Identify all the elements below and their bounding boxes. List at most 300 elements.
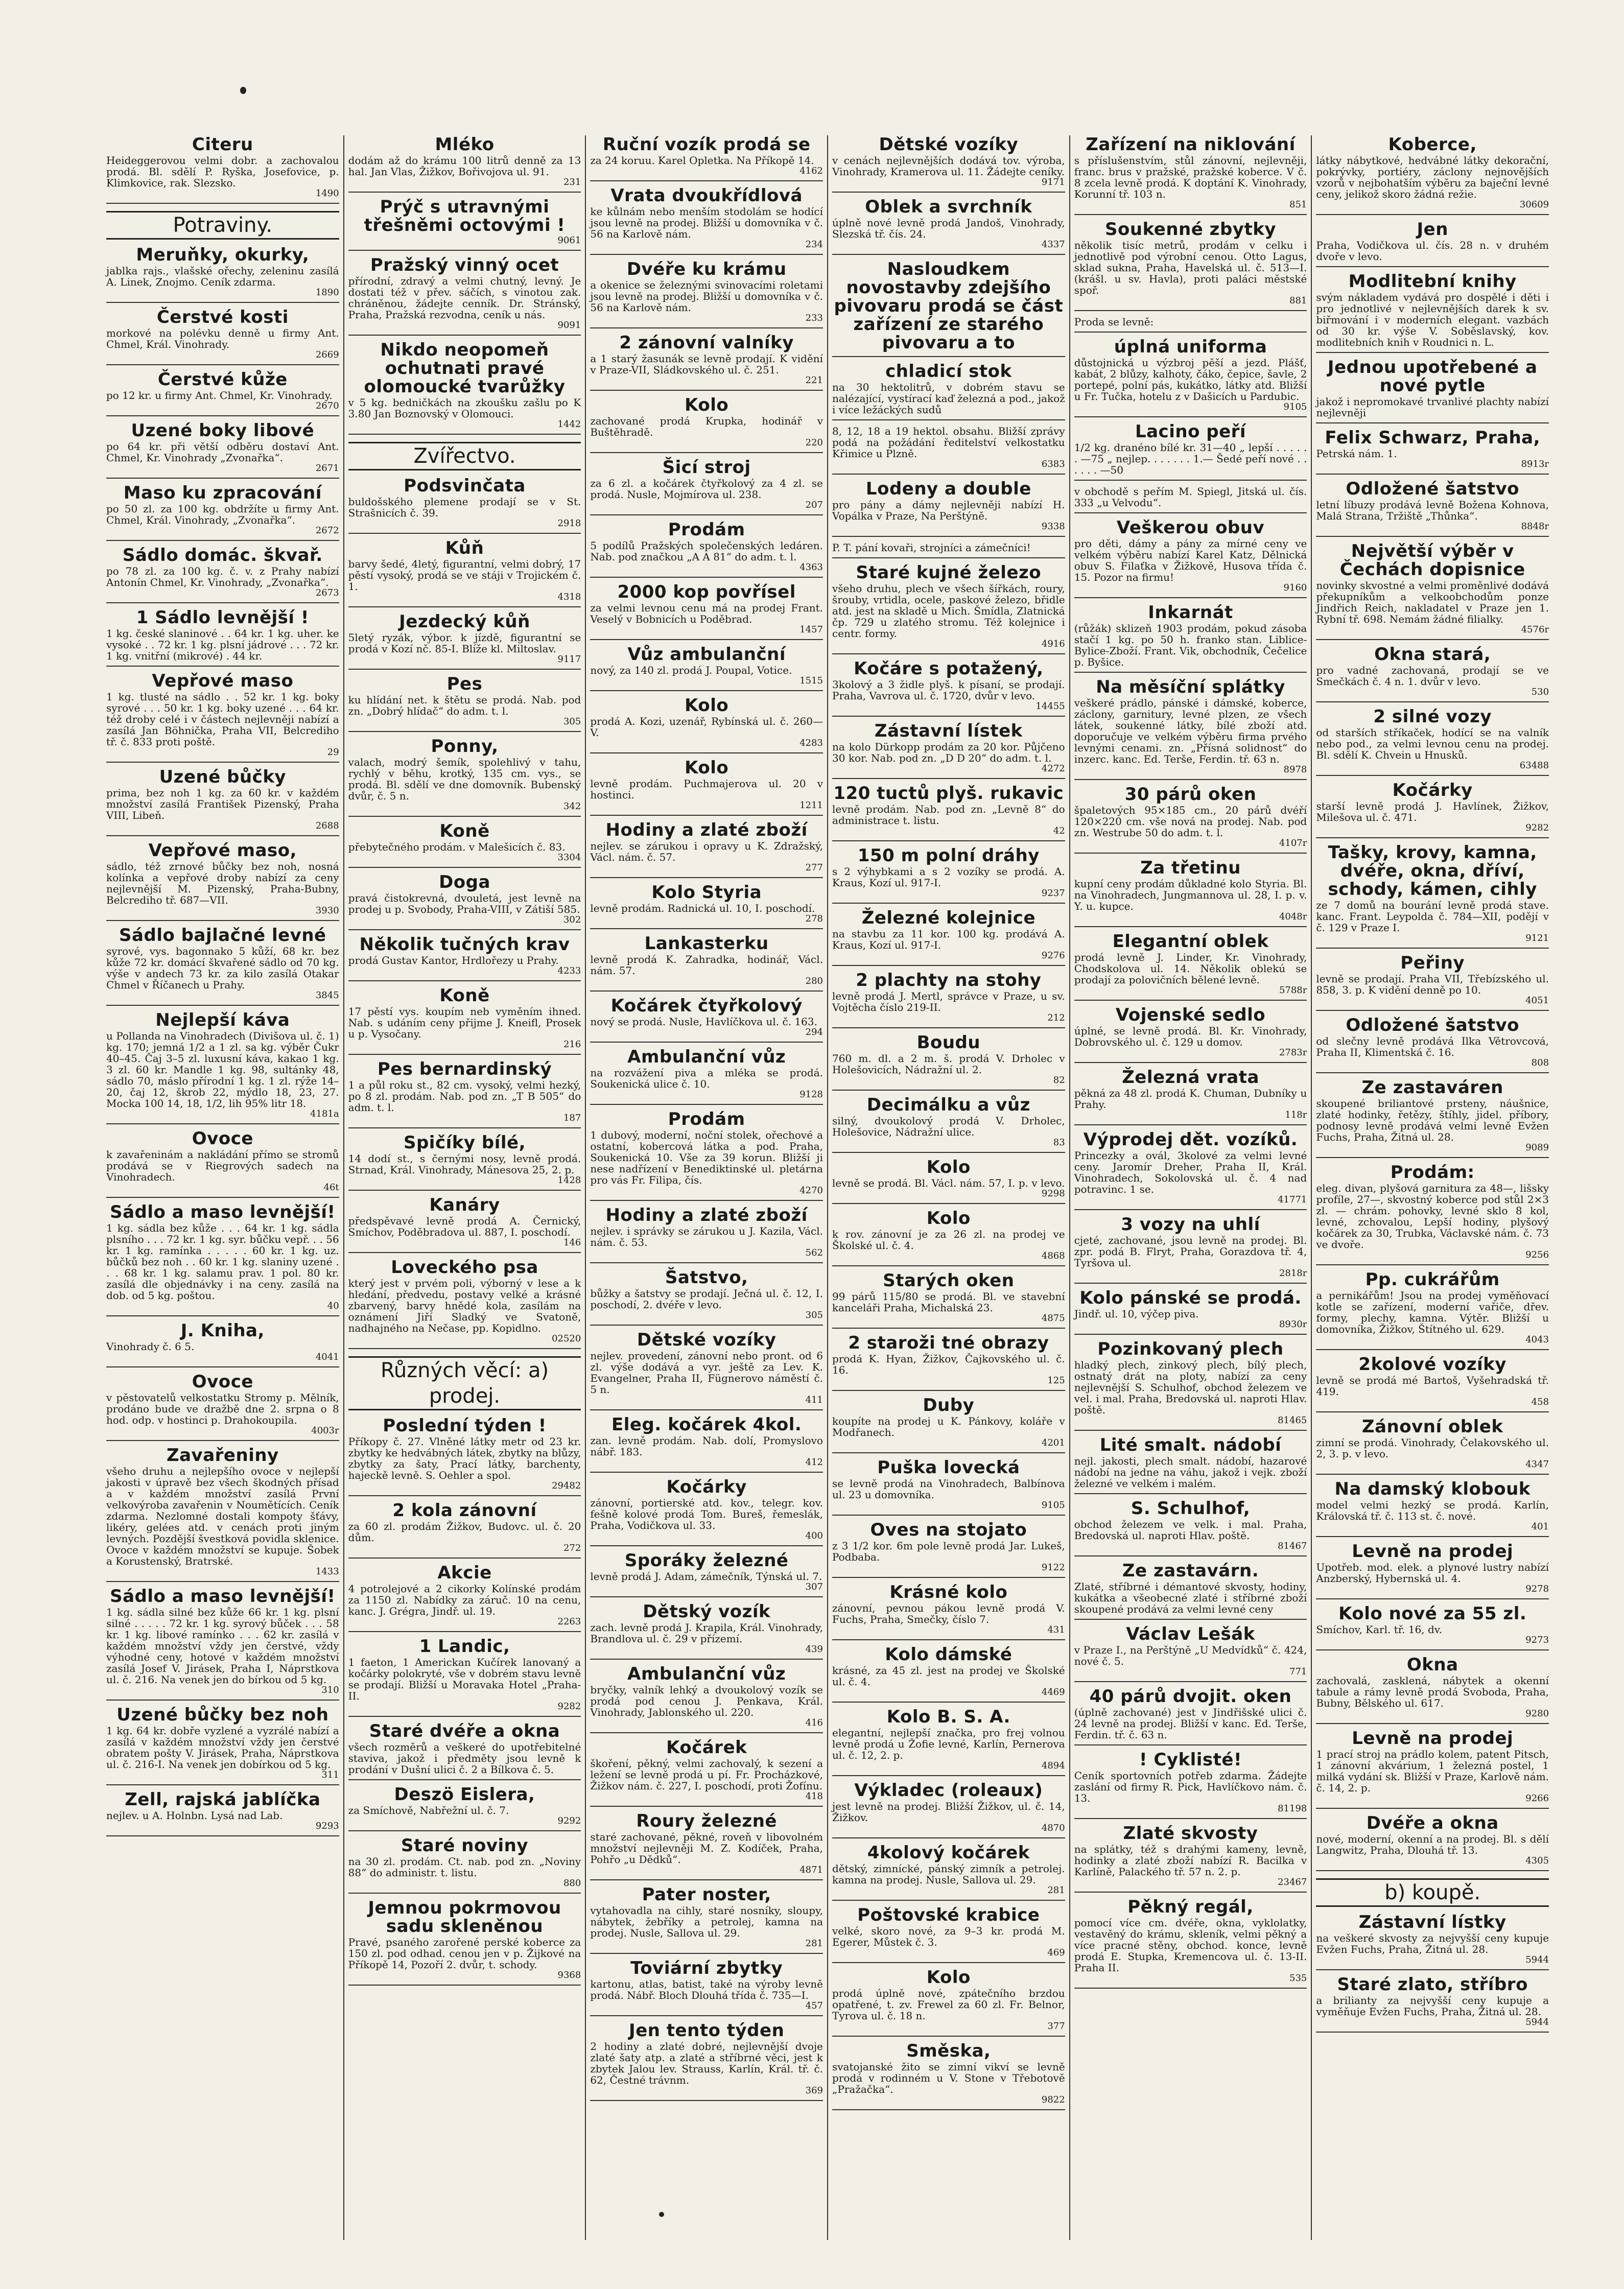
ad-divider [1074,1988,1307,1989]
classified-ad [590,396,823,453]
ad-divider [348,1716,581,1717]
ad-body: s 2 výhybkami a s 2 vozíky se prodá. A. Kraus, Kozí ul. 917-I. [832,865,1065,889]
ad-body: nejl. jakosti, plech smalt. nádobí, hazarové nádobí na jedne na váhu, jakož i vejk. zboží železné ve velkém i malém. [1074,1455,1307,1490]
classified-ad [590,1738,823,1807]
ad-body: obchod železem ve velk. i mal. Praha, Bredovská ul. naproti Hlav. poště. [1074,1518,1307,1542]
ad-column-5 [1070,135,1312,2240]
classified-ad [590,1885,823,1954]
ad-code: 1428 [557,1175,581,1186]
ad-body: nejlev. u A. Holnbn. Lysá nad Lab. [106,1809,283,1822]
ad-title: Kolo [685,395,729,415]
ad-divider [1316,1349,1549,1350]
classified-ad [590,1331,823,1410]
ad-title: Kanáry [429,1195,500,1215]
ad-divider [348,1190,581,1191]
ad-divider [348,1558,581,1559]
classified-ad [832,659,1065,717]
ad-column-4 [828,135,1070,2240]
ad-divider [106,835,339,836]
ad-body: prodá K. Hyan, Žižkov, Čajkovského ul. č. 16. [832,1353,1065,1376]
ad-code: 9822 [1041,2094,1065,2105]
ad-divider [832,1390,1065,1391]
classified-ad [1316,1270,1549,1350]
ad-body: valach, modrý šemík, spolehlivý v tahu, rychlý v běhu, krotký, 135 cm. vys., se prodá. Bl. sdělí ve dne domovník. Bubenský dvůr, č. 5 n. [348,756,581,802]
section-heading: b) koupě. [1316,1878,1549,1907]
ad-title: Vepřové maso, [148,840,297,861]
ad-code: 808 [1531,1057,1549,1068]
ad-code: 3930 [315,905,339,916]
ad-divider [348,434,581,435]
ad-body: Upotřeb. mod. elek. a plynové lustry nabízí Anzberský, Hybernská ul. 4. [1316,1561,1549,1585]
ad-divider [348,1779,581,1780]
ad-divider [832,716,1065,717]
ad-code: 4337 [1041,239,1065,250]
ad-body: ku hlídání net. k štětu se prodá. Nab. pod zn. „Dobrý hlídač“ do adm. t. l. [348,694,581,717]
classified-ad [832,909,1065,966]
ad-body: prodá levně J. Linder, Kr. Vinohrady, Chodskolova ul. 14. Několik oblekú se prodají za polovičních bělené levně. [1074,951,1307,986]
classified-ad [106,370,339,416]
ad-title: Elegantní oblek [1112,931,1269,952]
ad-body: staré zachované, pěkné, roveň v libovolném množství nejlevněji M. Z. Kodíček, Praha, Pohřo „u Dědků“. [590,1831,823,1866]
ad-body: model velmi hezký se prodá. Karlín, Královská tř. č. 113 st. č. nové. [1316,1499,1549,1522]
classified-ad [832,198,1065,255]
ad-code: 9280 [1525,1708,1549,1719]
classified-ad [1074,1751,1307,1819]
classified-ad [832,1396,1065,1453]
ad-code: 63488 [1519,760,1549,771]
classified-ad [1074,785,1307,854]
classified-ad [348,935,581,981]
classified-ad [348,1060,581,1128]
ad-divider [106,1440,339,1441]
ad-title: Toviární zbytky [630,1958,783,1978]
ad-body: škoření, pěkný, velmi zachovalý, k sezení a ležení se levně prodá u pí. Fr. Procházkové, Žižkov nám. č. 227, I. poschodí, proti Žofínu. [590,1757,823,1792]
classified-ad [590,135,823,181]
ad-body: a pernikářům! Jsou na prodej vyměňovací kotle se zařízení, moderní vařiče, dřev. formy, plechy, kamna. Výtěr. Bližší u domovníka, Žižkov, Štítného ul. 629. [1316,1289,1549,1335]
ad-title: Odložené šatstvo [1346,1015,1520,1035]
ad-title: Kolo [926,1967,971,1988]
ad-body: sádlo, též zrnové bůčky bez noh, nosná kolínka a vepřové droby nabízí za ceny nejlevnější M. Pizenský, Praha-Bubny, Belcrediho tř. 687—VII. [106,860,339,906]
ad-title: Mléko [435,135,495,155]
ad-title: Jen tento týden [629,2020,785,2041]
ad-divider [1316,1870,1549,1871]
classified-ad [832,1096,1065,1153]
ad-title: Ze zastaváren [1361,1077,1503,1098]
ad-code: 530 [1531,687,1549,697]
ad-divider [590,577,823,578]
ad-code: 294 [805,1027,823,1037]
ad-divider [590,1042,823,1043]
ad-title: Staré dvéře a okna [369,1721,560,1741]
ad-body: novinky skvostné a velmi proměnlivé dodává překupníkům a velkoobchodům ponze Jindřich Reich, nakladatel v Praze jen 1. Rybní tř. 698. Nemám žádné filialky. [1316,579,1549,625]
section-heading: Zvířectvo. [348,442,581,470]
classified-ad [832,971,1065,1028]
ad-divider [832,1515,1065,1516]
ad-body: k rov. zánovní je za 26 zl. na prodej ve Školské ul. č. 4. [832,1228,1065,1252]
ad-divider [348,929,581,930]
ad-title: Lacino peří [1135,421,1246,442]
classified-ad [832,1521,1065,1578]
classified-ad [1316,645,1549,702]
classified-ad [1316,1078,1549,1158]
ad-title: Zell, rajská jablíčka [125,1789,321,1810]
ad-divider [1316,1411,1549,1412]
ad-divider [106,1315,339,1316]
ad-body: důstojnická u výzbroj pěší a jezd. Plášť, kabát, 2 blůzy, kalhoty, čáko, čepice, šavle, 2 portepé, polní pás, kukátko, látky atd. Bližší u Fr. Tučka, hotelu z v Dašicích u Pardubic. [1074,357,1307,403]
section-heading: Různých věcí: a) prodej. [348,1356,581,1410]
ad-title: Vojenské sedlo [1115,1005,1266,1025]
classified-ad [832,784,1065,841]
ad-body: Heideggerovou velmi dobr. a zachovalou prodá. Bl. sdělí P. Ryška, Josefovice, p. Klimkovice, rak. Slezsko. [106,154,339,189]
ad-body: na splátky, též s drahými kameny, levně, hodinky a zlaté zboží nabízí R. Bacilka v Karlíně, Palackého tř. 57 n. 2. p. [1074,1843,1307,1878]
ad-title: Modlitební knihy [1348,271,1517,292]
ad-column-6 [1312,135,1553,2240]
classified-ad [348,135,581,193]
ad-title: Decimálku a vůz [866,1095,1030,1115]
ad-divider [832,419,1065,420]
classified-ad [590,1665,823,1733]
ad-body: na 30 zl. prodám. Ct. nab. pod zn. „Noviny 88“ do administr. t. listu. [348,1855,581,1879]
classified-ad [1074,603,1307,673]
ad-code: 4363 [799,562,823,573]
ad-body: a brilianty za nejvyšší ceny kupuje a vyměňuje Evžen Fuchs, Praha, Žitná ul. 28. [1316,1994,1549,2018]
classified-ad [348,256,581,336]
ad-body: Proda se levně: [1074,316,1154,328]
classified-ad [1074,1687,1307,1745]
ad-divider [590,452,823,453]
ad-divider [1074,332,1307,333]
ad-divider [590,1262,823,1263]
ad-title: Šatstvo, [665,1267,748,1288]
ad-body: a 1 starý žasunák se levně prodají. K vidění v Praze-VII, Sládkovského ul. č. 251. [590,352,823,376]
ad-body: 1 a půl roku st., 82 cm. vysoký, velmi hezký, po 8 zl. prodám. Nab. pod zn. „T B 505“ do adm. t. l. [348,1079,581,1114]
ad-divider [832,1577,1065,1578]
ad-divider [1316,1072,1549,1073]
ad-divider [348,867,581,868]
ad-title: Soukenné zbytky [1105,219,1276,240]
ad-title: Staré noviny [401,1835,529,1856]
ad-title: Ambulanční vůz [627,1047,786,1067]
classified-ad [1316,1975,1549,2033]
ad-body: a okenice se železnými svinovacími roletami jsou levně na prodej. Bližší u domovníka v č. 56 na Karlově nám. [590,279,823,314]
classified-ad [590,1415,823,1473]
classified-ad [1074,1898,1307,1989]
ad-code: 9293 [315,1821,339,1831]
ad-code: 5944 [1525,2017,1549,2027]
ad-body: Ceník sportovních potřeb zdarma. Žádejte zaslání od firmy R. Pick, Havlíčkovo nám. č. 13. [1074,1769,1307,1804]
ad-title: Eleg. kočárek 4kol. [611,1414,802,1435]
ad-title: Václav Lešák [1126,1624,1255,1644]
ad-body: Zlaté, stříbrné i démantové skvosty, hodiny, kukátka a všeobecné zlaté i stříbrné zboží skoupené prodává za velmi levné ceny [1074,1580,1307,1615]
ad-divider [590,1732,823,1733]
ad-divider [1074,1818,1307,1819]
ad-title: Zánovní oblek [1361,1417,1503,1437]
ad-code: 9105 [1283,402,1307,412]
ad-divider [348,1252,581,1253]
ad-body: nejlev. se zárukou i opravy u K. Zdražský, Václ. nám. č. 57. [590,840,823,863]
ad-divider [832,1027,1065,1028]
ad-title: 120 tuctů plyš. rukavic [833,783,1064,804]
ad-title: chladicí stok [885,361,1012,382]
classified-ad [106,1706,339,1785]
ad-divider [1316,1969,1549,1970]
ad-title: Kočárek [666,1737,747,1758]
classified-ad [1316,429,1549,475]
ad-title: Nikdo neopomeň ochutnati pravé olomoucké tvarůžky [364,340,566,397]
ad-divider [106,1123,339,1124]
classified-ad [1074,1215,1307,1284]
ad-title: 2 staroži tné obrazy [848,1333,1049,1353]
ad-body: levně prodám. Nab. pod zn. „Levně 8“ do administrace t. listu. [832,803,1065,827]
ad-code: 4107r [1279,838,1307,848]
ad-title: Vůz ambulanční [627,644,786,665]
ad-title: Kočáre s potažený, [854,658,1044,679]
ad-title: Šicí stroj [662,457,751,478]
ad-title: Prýč s utravnými třešněmi octovými ! [364,197,566,235]
ad-code: 23467 [1278,1877,1307,1887]
ad-body: levně se prodá mé Bartoš, Vyšehradská tř. 419. [1316,1374,1549,1398]
ad-title: Pp. cukrářům [1365,1269,1500,1290]
classified-ad [348,1899,581,1986]
ad-code: 1515 [799,675,823,686]
ad-divider [590,928,823,929]
ad-divider [590,639,823,640]
classified-ad [1316,220,1549,267]
ad-body: Petrská nám. 1. [1316,447,1397,460]
ad-title: Kolo pánské se prodá. [1079,1288,1302,1308]
ad-code: 9237 [1041,888,1065,899]
ad-body: k zavařeninám a nakládání přímo se stromů prodává se v Riegrových sadech na Vinohradech. [106,1148,339,1183]
ad-body: po 64 kr. při větší odběru dostaví Ant. Chmel, Kr. Vinohrady „Zvonařka“. [106,440,339,464]
ad-divider [106,203,339,204]
ad-divider [1316,266,1549,267]
classified-ad [832,1033,1065,1091]
ad-code: 4318 [557,592,581,602]
ad-code: 412 [805,1457,823,1468]
ad-code: 187 [563,1113,581,1123]
ad-body: za 24 koruu. Karel Opletka. Na Příkopě 14. [590,154,814,167]
ad-body: 2 hodiny a zlaté dobré, nejlevnější dvoje zlaté šaty atp. a zlaté a stříbrné věci, jest k zbytek Jalou lev. Strauss, Karlín, Král. tř. č. 62, Čestné trávnm. [590,2040,823,2086]
ad-divider [832,2109,1065,2110]
ad-body: krásné, za 45 zl. jest na prodej ve Školské ul. č. 4. [832,1664,1065,1688]
ad-title: Lité smalt. nádobí [1099,1435,1282,1455]
classified-ad [348,1637,581,1717]
ad-body: pravá čistokrevná, dvouletá, jest levně na prodej u p. Svobody, Praha-VIII, v Zátiší 585. [348,892,581,915]
ad-title: Jen [1417,219,1448,240]
ad-code: 9171 [1041,177,1065,187]
ad-title: Dvéře ku krámu [626,259,787,279]
classified-ad [832,1209,1065,1266]
ad-body: zachovalá, zasklená, nábytek a okenní tabule a rámy levně prodá Svoboda, Praha, Bubny, Bělského ul. 617. [1316,1674,1549,1709]
ad-body: koupíte na prodej u K. Pánkovy, koláře v Modřanech. [832,1415,1065,1438]
ad-code: 401 [1531,1521,1549,1532]
ad-title: Čerstvé kosti [156,307,289,327]
ad-divider [832,840,1065,841]
ad-body: morkové na polévku denně u firmy Ant. Chmel, Král. Vinohrady. [106,327,339,350]
section-heading: Potraviny. [106,211,339,240]
ad-title: Hodiny a zlaté zboží [605,1205,808,1225]
ad-code: 310 [321,1685,339,1695]
ad-body: hladký plech, zinkový plech, bílý plech, ostnatý drát na ploty, nabízí za ceny nejlevnější S. Schulhof, obchod železem ve vel. i mal. Praha, Bredovská ul. naproti Hlav. poště. [1074,1359,1307,1416]
ad-code: 771 [1289,1666,1307,1677]
classified-ad [106,841,339,921]
classified-ad [1074,932,1307,1001]
ad-body: pěkná za 48 zl. prodá K. Chuman, Dubníky u Prahy. [1074,1087,1307,1111]
ad-title: Deszö Eislera, [394,1784,535,1805]
ad-divider [590,1545,823,1546]
ad-title: 2 zánovní valníky [619,333,794,353]
ad-divider [1074,1892,1307,1893]
ad-divider [1074,1000,1307,1001]
ad-divider [590,254,823,255]
ad-divider [106,666,339,667]
ad-divider [590,1472,823,1473]
ad-title: Ruční vozík prodá se [602,135,811,155]
ad-divider [590,2100,823,2101]
ad-title: Uzené boky libové [131,420,315,441]
ad-code: 1490 [315,188,339,199]
ad-title: Boudu [916,1032,981,1053]
ad-divider [1074,597,1307,598]
classified-ad [106,672,339,763]
ad-code: 4916 [1041,639,1065,649]
ad-divider [832,1203,1065,1204]
ad-divider [348,1054,581,1055]
ad-body: prodá úplně nové, zpátečního brzdou opatřené, t. zv. Frewel za 60 zl. Fr. Belnor, Tyrova ul. č. 18 n. [832,1987,1065,2022]
ad-body: zánovní, portierské atd. kov., telegr. kov. fešně kolové prodá Tom. Bureš, řemeslák, Praha, Vodičkova ul. 33. [590,1497,823,1531]
ad-code: 4894 [1041,1760,1065,1771]
ad-divider [1316,1010,1549,1011]
ad-body: v cenách nejlevnějších dodává tov. výroba, Vinohrady, Kramerova ul. 11. Žádejte ceníky. [832,154,1065,178]
classified-ad [1316,1656,1549,1724]
ad-body: Smíchov, Karl. tř. 16, dv. [1316,1623,1443,1636]
ad-body: všech rozměrů a veškeré do upotřebitelné staviva, jakož i předměty jsou levně k prodání v Dušní ulici č. 2 a Bílkova č. 5. [348,1741,581,1776]
classified-ad [1074,518,1307,598]
classified-ad [348,873,581,930]
ad-code: 535 [1289,1973,1307,1984]
ad-title: Pozinkovaný plech [1097,1339,1284,1359]
ad-title: Sádlo a maso levnější! [110,1202,336,1222]
classified-ad [1074,1625,1307,1682]
classified-ad [1074,486,1307,513]
ad-body: pro děti, dámy a pány za mírné ceny ve velkém výběru nabízí Karel Katz, Dělnická obuv S. Filaťka v Žižkově, Husova třída č. 15. Pozor na firmu! [1074,537,1307,583]
ad-code: 4347 [1525,1459,1549,1470]
ad-code: 9298 [1041,1188,1065,1199]
ad-divider [348,1893,581,1894]
ad-title: Čerstvé kůže [157,369,288,390]
ad-divider [348,606,581,607]
ad-title: 4kolový kočárek [867,1843,1030,1863]
ad-title: Pes [446,674,483,694]
ad-divider [832,1962,1065,1963]
ad-code: 8848r [1521,521,1549,532]
ad-divider [348,1348,581,1349]
classified-ad [832,1334,1065,1391]
classified-ad [590,1478,823,1546]
ad-body: 4 potrolejové a 2 cikorky Kolínské prodám za 1150 zl. Nabídky za záruč. 10 na cenu, kanc. J. Grégra, Jindř. ul. 19. [348,1583,581,1617]
classified-ad [1316,1480,1549,1537]
ad-divider [348,980,581,981]
classified-ad [832,846,1065,904]
ad-code: 8978 [1283,764,1307,775]
ad-divider [590,1200,823,1201]
classified-ad [590,1206,823,1263]
classified-ad [832,2042,1065,2110]
ad-title: Veškerou obuv [1116,517,1265,538]
ad-divider [832,1452,1065,1453]
ad-title: Staré zlato, stříbro [1337,1974,1528,1995]
ad-code: 311 [321,1769,339,1780]
ad-divider [1074,416,1307,417]
ad-body: 1 prací stroj na prádlo kolem, patent Pitsch, 1 zánovní akvárium, 1 železná postel, 1 milká vydání sk. Bližší v Praze, Karlově nám. č. 14, 2. p. [1316,1748,1549,1794]
classified-ad [348,1722,581,1780]
classified-ad [1074,316,1307,333]
ad-divider [106,302,339,303]
classified-ad [106,135,339,204]
classified-ad [1316,1814,1549,1871]
ad-title: Inkarnát [1148,602,1233,623]
ad-divider [348,335,581,336]
classified-ad [832,480,1065,537]
ad-code: 272 [563,1543,581,1553]
classified-ad [106,1446,339,1582]
ad-code: 4051 [1525,995,1549,1006]
ad-body: na kolo Dürkopp prodám za 20 kor. Půjčeno 30 kor. Nab. pod zn. „D D 20“ do adm. t. l. [832,741,1065,764]
ad-title: Tašky, krovy, kamna, dvéře, okna, dříví, schody, kámen, cihly [1328,842,1537,900]
classified-ad [1316,781,1549,838]
classified-ad [832,1583,1065,1640]
classified-ads-page [102,135,1553,2240]
classified-ad [1316,1604,1549,1650]
classified-ad [590,645,823,691]
ad-code: 9122 [1041,1562,1065,1573]
ad-title: Podsvinčata [404,476,526,496]
ad-title: Dvéře a okna [1366,1813,1499,1833]
ad-body: zánovní, pevnou pákou levně prodá V. Fuchs, Praha, Smečky, číslo 7. [832,1602,1065,1625]
ad-divider [832,356,1065,357]
ad-divider [1316,1474,1549,1475]
ad-code: 3845 [315,990,339,1001]
classified-ad [1316,954,1549,1011]
ad-code: 4576r [1521,624,1549,635]
ad-divider [1074,1430,1307,1431]
ad-divider [832,192,1065,193]
ad-body: s příslušenstvím, stůl zánovní, nejlevněji, franc. brus v pražské, pražské koberce. V č. 8 zcela levně prodá. K doptání K. Vinohrady, Korunní tř. 103 n. [1074,154,1307,200]
ad-code: 4043 [1525,1334,1549,1345]
classified-ad [832,563,1065,654]
ad-body: 1 dubový, moderní, noční stolek, ořechové a ostatní, kobercová látka a pod. Praha, Soukenická 10. Vše za 39 korun. Bližší ji nese nadřízení v Benediktinské ul. pletárna pro vás Fr. Filipa, čís. [590,1129,823,1186]
ad-code: 9276 [1041,950,1065,961]
classified-ad [590,186,823,255]
ad-divider [1074,853,1307,854]
classified-ad [590,583,823,640]
ad-code: 280 [805,976,823,986]
ad-title: Dětský vozík [643,1601,771,1622]
classified-ad [348,1785,581,1831]
ad-divider [1316,536,1549,537]
classified-ad [106,608,339,667]
ad-body: 5letý ryzák, výbor. k jízdě, figurantní se prodá v Kozí nč. 85-I. Blíže kl. Miltoslav. [348,631,581,655]
ad-code: 1442 [557,419,581,430]
ad-title: Na damský klobouk [1334,1479,1531,1499]
classified-ad [1074,1340,1307,1431]
ad-title: Levně na prodej [1352,1728,1514,1749]
ad-body: zachované prodá Krupka, hodinář v Buštěhradě. [590,415,823,438]
ad-divider [832,536,1065,537]
ad-code: 400 [805,1530,823,1541]
classified-ad [590,821,823,878]
classified-ad [1316,1355,1549,1412]
